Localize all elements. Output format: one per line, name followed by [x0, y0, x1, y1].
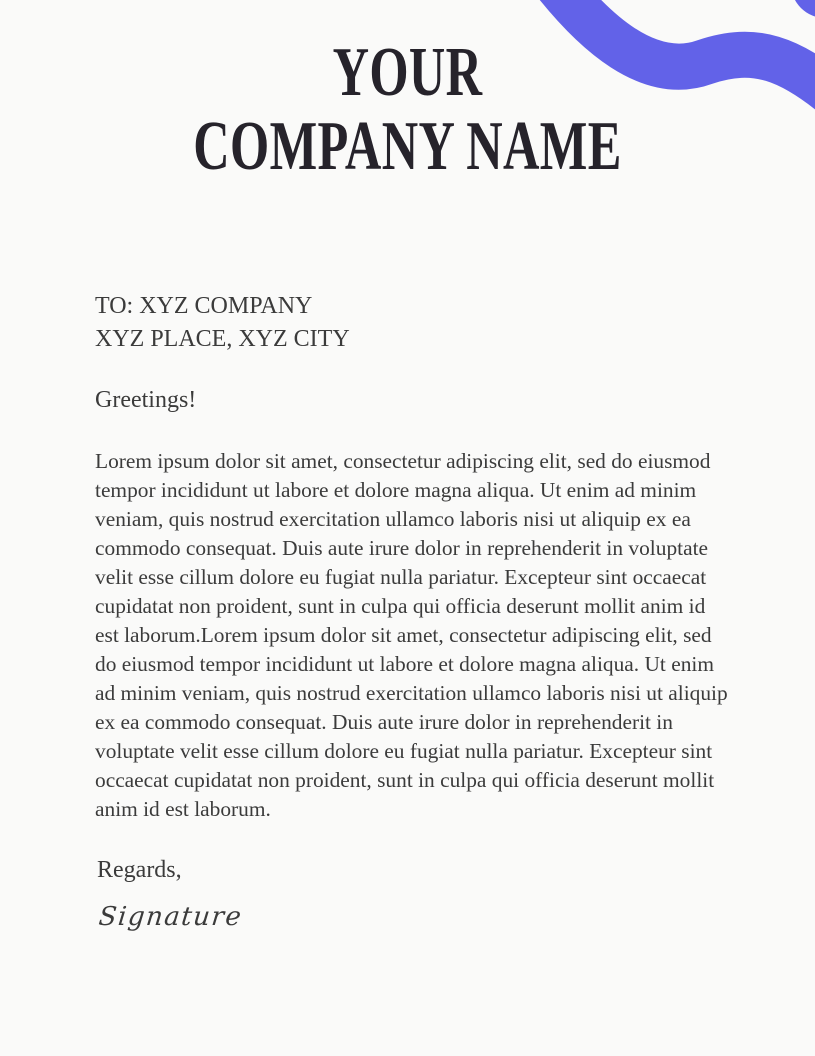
- letter-content: [95, 290, 731, 934]
- closing-line: Regards,: [97, 857, 182, 883]
- letter-body-paragraph: Lorem ipsum dolor sit amet, consectetur adipiscing elit, sed do eiusmod tempor incididunt ut labore et dolore magna aliqua. Ut enim ad minim veniam, quis nostrud exercitation ullamco laboris nisi ut aliquip ex ea commodo consequat. Duis aute irure dolor in reprehenderit in voluptate velit esse cillum dolore eu fugiat nulla pariatur. Excepteur sint occaecat cupidatat non proident, sunt in culpa qui officia deserunt mollit anim id est laborum.Lorem ipsum dolor sit amet, consectetur adipiscing elit, sed do eiusmod tempor incididunt ut labore et dolore magna aliqua. Ut enim ad minim veniam, quis nostrud exercitation ullamco laboris nisi ut aliquip ex ea commodo consequat. Duis aute irure dolor in reprehenderit in voluptate velit esse cillum dolore eu fugiat nulla pariatur. Excepteur sint occaecat cupidatat non proident, sunt in culpa qui officia deserunt mollit anim id est laborum.: [95, 449, 728, 821]
- company-name-line-1: YOUR: [332, 34, 483, 111]
- recipient-line-1: TO: XYZ COMPANY: [95, 293, 313, 319]
- signature-text: Signature: [97, 902, 244, 932]
- company-name-title: [114, 36, 701, 184]
- recipient-line-2: XYZ PLACE, XYZ CITY: [95, 326, 350, 352]
- wave-ribbon-corner-crest: [791, 0, 815, 18]
- company-name-line-2: COMPANY NAME: [193, 108, 622, 186]
- recipient-block: [95, 290, 731, 356]
- salutation: Greetings!: [95, 387, 197, 413]
